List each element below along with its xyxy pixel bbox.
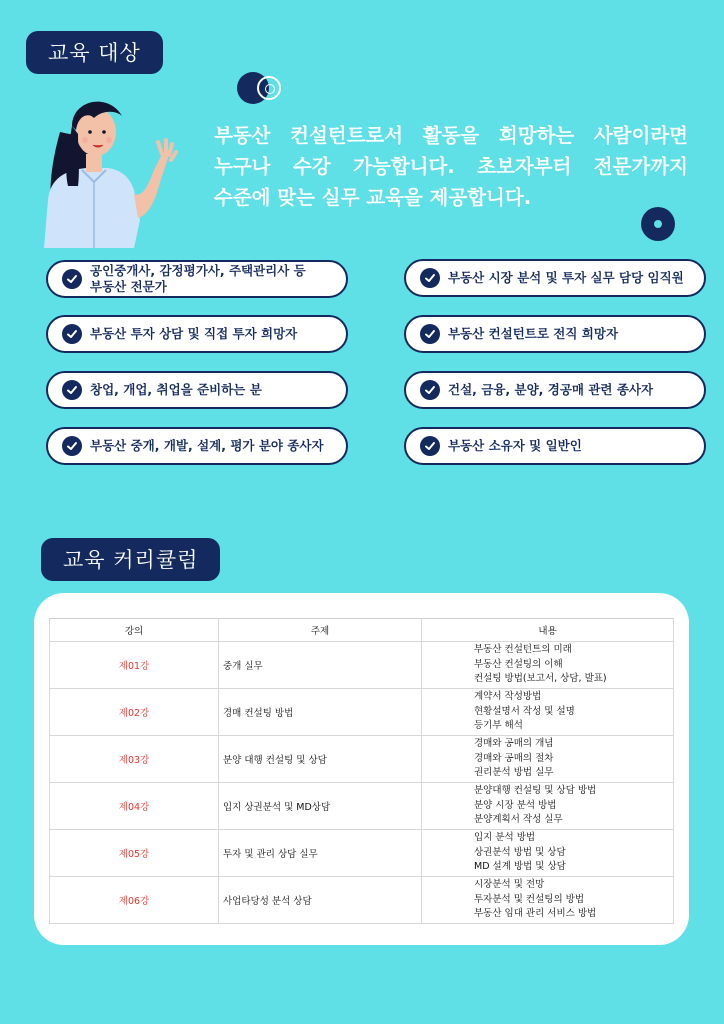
check-circle-icon (420, 380, 440, 400)
table-row (50, 642, 674, 689)
content-line: 경매와 공매의 개념 (474, 738, 554, 750)
lecture-number: 제01강 (50, 642, 219, 689)
table-row (50, 877, 674, 924)
target-item-label: 건설, 금융, 분양, 경공매 관련 종사자 (448, 382, 654, 397)
table-row (50, 830, 674, 877)
content-line: 부동산 임대 관리 서비스 방법 (474, 908, 597, 920)
check-circle-icon (62, 269, 82, 289)
header-topic: 주제 (219, 619, 422, 642)
lecture-content (422, 783, 674, 830)
lecture-number: 제05강 (50, 830, 219, 877)
table-header-row (50, 619, 674, 642)
target-item (404, 259, 706, 297)
target-item (46, 427, 348, 465)
content-line: 시장분석 및 전망 (474, 879, 545, 891)
table-row (50, 783, 674, 830)
lecture-topic: 경매 컨설팅 방법 (219, 689, 422, 736)
target-item-label: 창업, 개업, 취업을 준비하는 분 (90, 382, 262, 397)
target-item-label: 부동산 컨설턴트로 전직 희망자 (448, 326, 619, 341)
target-item-label: 공인중개사, 감정평가사, 주택관리사 등 부동산 전문가 (90, 263, 306, 294)
table-row (50, 689, 674, 736)
lecture-topic: 중개 실무 (219, 642, 422, 689)
content-line: 계약서 작성방법 (474, 691, 542, 703)
content-line: 등기부 해석 (474, 720, 523, 732)
header-lecture: 강의 (50, 619, 219, 642)
content-line: 현황설명서 작성 및 설명 (474, 705, 575, 717)
decor-ring (257, 76, 281, 100)
content-line: MD 설계 방법 및 상담 (474, 861, 566, 873)
lecture-topic: 사업타당성 분석 상담 (219, 877, 422, 924)
curriculum-section-title: 교육 커리큘럼 (41, 538, 220, 581)
content-line: 컨설팅 방법(보고서, 상담, 발표) (474, 673, 607, 685)
check-circle-icon (62, 324, 82, 344)
target-item (404, 315, 706, 353)
lecture-number: 제02강 (50, 689, 219, 736)
target-item (404, 371, 706, 409)
target-item-label: 부동산 중개, 개발, 설계, 평가 분야 종사자 (90, 438, 324, 453)
lecture-content (422, 736, 674, 783)
lecture-content (422, 642, 674, 689)
intro-text: 부동산 컨설턴트로서 활동을 희망하는 사람이라면 누구나 수강 가능합니다. 초보자부터 전문가까지 수준에 맞는 실무 교육을 제공합니다. (214, 124, 688, 209)
curriculum-table (49, 618, 674, 924)
lecture-number: 제04강 (50, 783, 219, 830)
lecture-topic: 투자 및 관리 상담 실무 (219, 830, 422, 877)
content-line: 분양 시장 분석 방법 (474, 799, 557, 811)
check-circle-icon (420, 436, 440, 456)
content-line: 분양계획서 작성 실무 (474, 814, 563, 826)
woman-waving-illustration (38, 90, 178, 248)
target-item (46, 371, 348, 409)
target-item (404, 427, 706, 465)
header-content: 내용 (422, 619, 674, 642)
content-line: 상권분석 방법 및 상담 (474, 846, 566, 858)
content-line: 입지 분석 방법 (474, 832, 536, 844)
lecture-content (422, 830, 674, 877)
lecture-content (422, 877, 674, 924)
lecture-number: 제03강 (50, 736, 219, 783)
target-item-label: 부동산 시장 분석 및 투자 실무 담당 임직원 (448, 270, 684, 285)
target-item (46, 260, 348, 298)
lecture-topic: 입지 상권분석 및 MD상담 (219, 783, 422, 830)
lecture-topic: 분양 대행 컨설팅 및 상담 (219, 736, 422, 783)
lecture-content (422, 689, 674, 736)
target-item (46, 315, 348, 353)
check-circle-icon (420, 268, 440, 288)
content-line: 권리분석 방법 실무 (474, 767, 554, 779)
lecture-number: 제06강 (50, 877, 219, 924)
target-item-label: 부동산 소유자 및 일반인 (448, 438, 582, 453)
check-circle-icon (62, 436, 82, 456)
content-line: 분양대행 컨설팅 및 상담 방법 (474, 785, 597, 797)
target-section-title: 교육 대상 (26, 31, 163, 74)
content-line: 부동산 컨설턴트의 미래 (474, 644, 572, 656)
content-line: 부동산 컨설팅의 이해 (474, 658, 563, 670)
table-row (50, 736, 674, 783)
content-line: 경매와 공매의 절차 (474, 752, 554, 764)
target-item-label: 부동산 투자 상담 및 직접 투자 희망자 (90, 326, 298, 341)
check-circle-icon (420, 324, 440, 344)
content-line: 투자분석 및 컨설팅의 방법 (474, 893, 585, 905)
check-circle-icon (62, 380, 82, 400)
